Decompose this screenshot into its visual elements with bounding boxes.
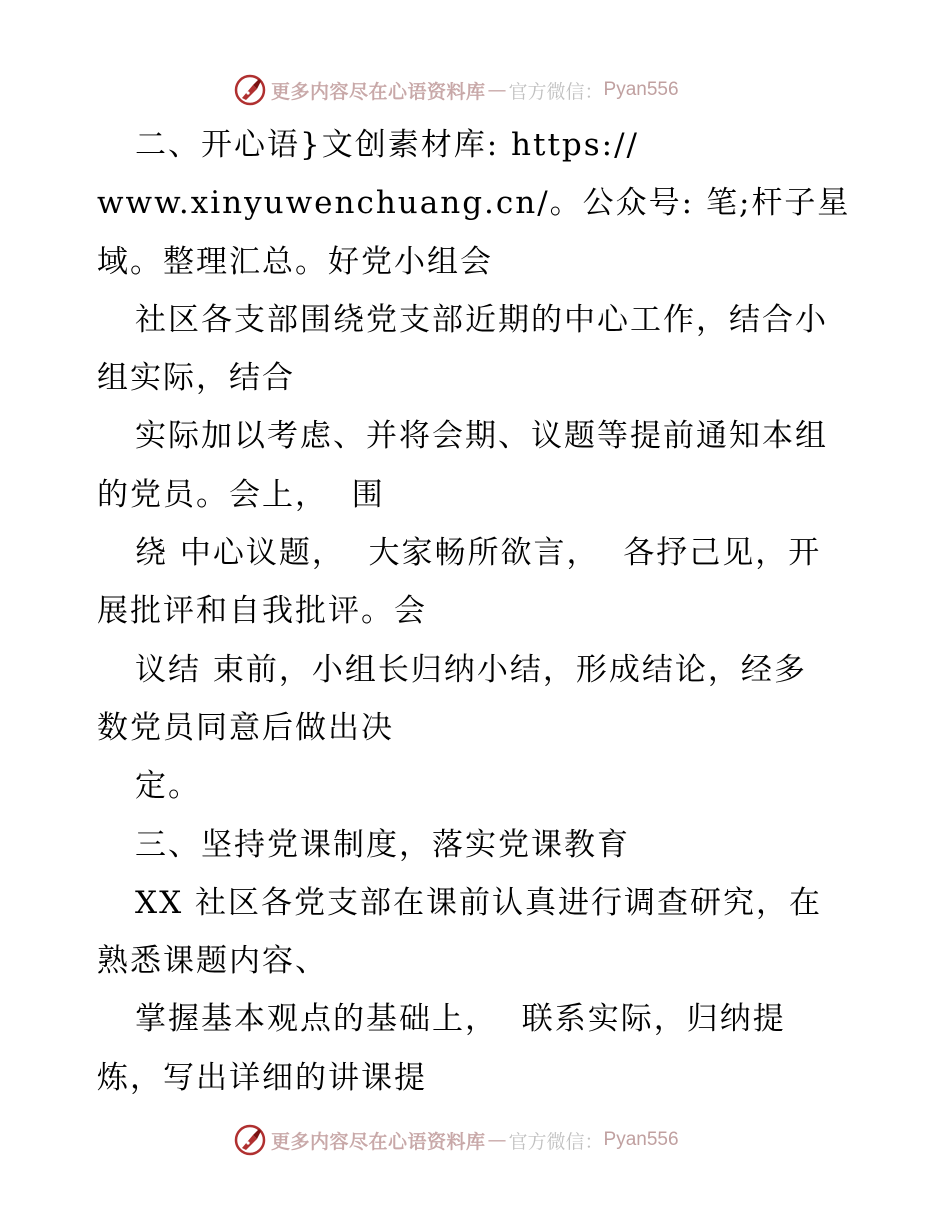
watermark-text: 更多内容尽在心语资料库 (271, 80, 486, 103)
text-line: 域。整理汇总。好党小组会 (97, 243, 493, 280)
header-watermark (233, 70, 679, 110)
text-line: 二、开心语}文创素材库: https:// (135, 127, 639, 163)
watermark-wechat-id: Pyan556 (603, 79, 679, 100)
watermark-official-label: 官方微信： (508, 1130, 604, 1153)
text-line: 社区各支部围绕党支部近期的中心工作，结合小 (135, 301, 828, 338)
watermark-dash: — (487, 1129, 507, 1151)
watermark-text: 更多内容尽在心语资料库 (271, 1130, 486, 1153)
text-line: 掌握基本观点的基础上， 联系实际，归纳提 (135, 1001, 786, 1038)
text-line: 的党员。会上， 围 (97, 476, 385, 513)
text-line: 炼，写出详细的讲课提 (97, 1059, 427, 1096)
text-line: 组实际，结合 (97, 360, 295, 397)
footer-watermark (233, 1120, 679, 1160)
text-line: 数党员同意后做出决 (97, 709, 394, 746)
pen-nib-circle-icon (233, 73, 267, 107)
text-line: 议结 束前，小组长归纳小结，形成结论，经多 (135, 651, 807, 688)
text-line: 绕 中心议题， 大家畅所欲言， 各抒己见，开 (135, 535, 822, 572)
body-text (97, 116, 857, 1107)
section-heading: 三、坚持党课制度，落实党课教育 (135, 826, 630, 863)
text-line: 熟悉课题内容、 (97, 943, 328, 980)
watermark-official-label: 官方微信： (508, 80, 604, 103)
text-line: 定。 (135, 768, 201, 805)
watermark-wechat-id: Pyan556 (603, 1129, 679, 1150)
text-line: www.xinyuwenchuang.cn/。公众号: 笔;杆子星 (97, 185, 851, 222)
watermark-dash: — (487, 79, 507, 101)
pen-nib-circle-icon (233, 1123, 267, 1157)
text-line: 实际加以考虑、并将会期、议题等提前通知本组 (135, 418, 828, 455)
text-line: 展批评和自我批评。会 (97, 593, 427, 630)
text-line: XX 社区各党支部在课前认真进行调查研究，在 (135, 884, 822, 921)
